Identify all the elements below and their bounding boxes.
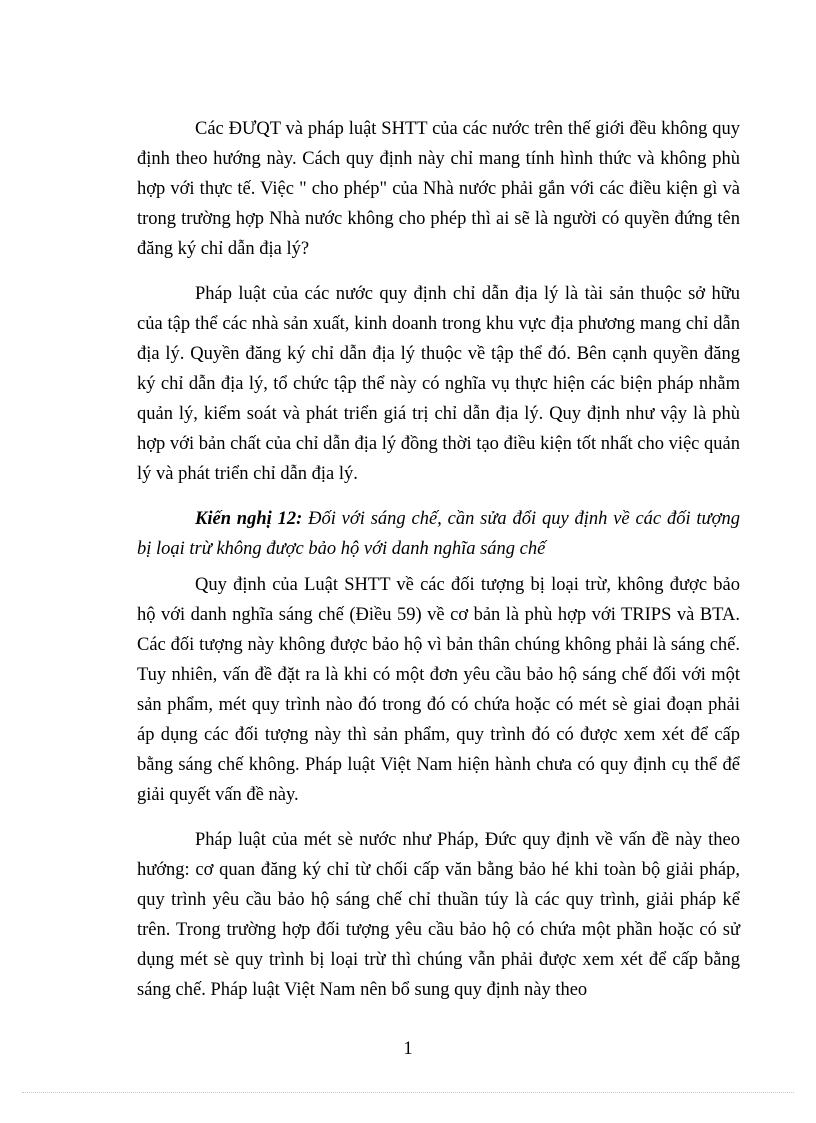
- recommendation-label: Kiến nghị 12:: [195, 509, 303, 529]
- paragraph-1: Các ĐƯQT và pháp luật SHTT của các nước trên thế giới đều không quy định theo hướng này. Cách quy định này chỉ mang tính hình thức và không phù hợp với thực tế. Việc " cho phép" của Nhà nước phải gắn với các điều kiện gì và trong trường hợp Nhà nước không cho phép thì ai sẽ là người có quyền đứng tên đăng ký chỉ dẫn địa lý?: [137, 119, 740, 259]
- recommendation-text: Đối với sáng chế, cần sửa đổi quy định về các đối tượng bị loại trừ không được bảo hộ với danh nghĩa sáng chế: [137, 509, 741, 559]
- document-body: [137, 114, 740, 1020]
- page-number: 1: [403, 1039, 413, 1059]
- recommendation-heading: [137, 504, 740, 564]
- paragraph-4: Pháp luật của mét sè nước như Pháp, Đức quy định về vấn đề này theo hướng: cơ quan đăng ký chỉ từ chối cấp văn bằng bảo hé khi toàn bộ giải pháp, quy trình yêu cầu bảo hộ sáng chế chỉ thuần túy là các quy trình, giải pháp kể trên. Trong trường hợp đối tượng yêu cầu bảo hộ có chứa một phần hoặc có sử dụng mét sè quy trình bị loại trừ thì chúng vẫn phải được xem xét để cấp bằng sáng chế. Pháp luật Việt Nam nên bổ sung quy định này theo: [137, 830, 740, 1000]
- paragraph-2: Pháp luật của các nước quy định chỉ dẫn địa lý là tài sản thuộc sở hữu của tập thể các nhà sản xuất, kinh doanh trong khu vực địa phương mang chỉ dẫn địa lý. Quyền đăng ký chỉ dẫn địa lý thuộc về tập thể đó. Bên cạnh quyền đăng ký chỉ dẫn địa lý, tổ chức tập thể này có nghĩa vụ thực hiện các biện pháp nhằm quản lý, kiểm soát và phát triển giá trị chỉ dẫn địa lý. Quy định như vậy là phù hợp với bản chất của chỉ dẫn địa lý đồng thời tạo điều kiện tốt nhất cho việc quản lý và phát triển chỉ dẫn địa lý.: [137, 284, 740, 484]
- page-bottom-divider: [22, 1092, 794, 1093]
- paragraph-3: Quy định của Luật SHTT về các đối tượng bị loại trừ, không được bảo hộ với danh nghĩa sáng chế (Điều 59) về cơ bản là phù hợp với TRIPS và BTA. Các đối tượng này không được bảo hộ vì bản thân chúng không phải là sáng chế. Tuy nhiên, vấn đề đặt ra là khi có một đơn yêu cầu bảo hộ sáng chế đối với một sản phẩm, mét quy trình nào đó trong đó có chứa hoặc có mét sè giai đoạn phải áp dụng các đối tượng này thì sản phẩm, quy trình đó có được xem xét để cấp bằng sáng chế không. Pháp luật Việt Nam hiện hành chưa có quy định cụ thể để giải quyết vấn đề này.: [137, 575, 740, 805]
